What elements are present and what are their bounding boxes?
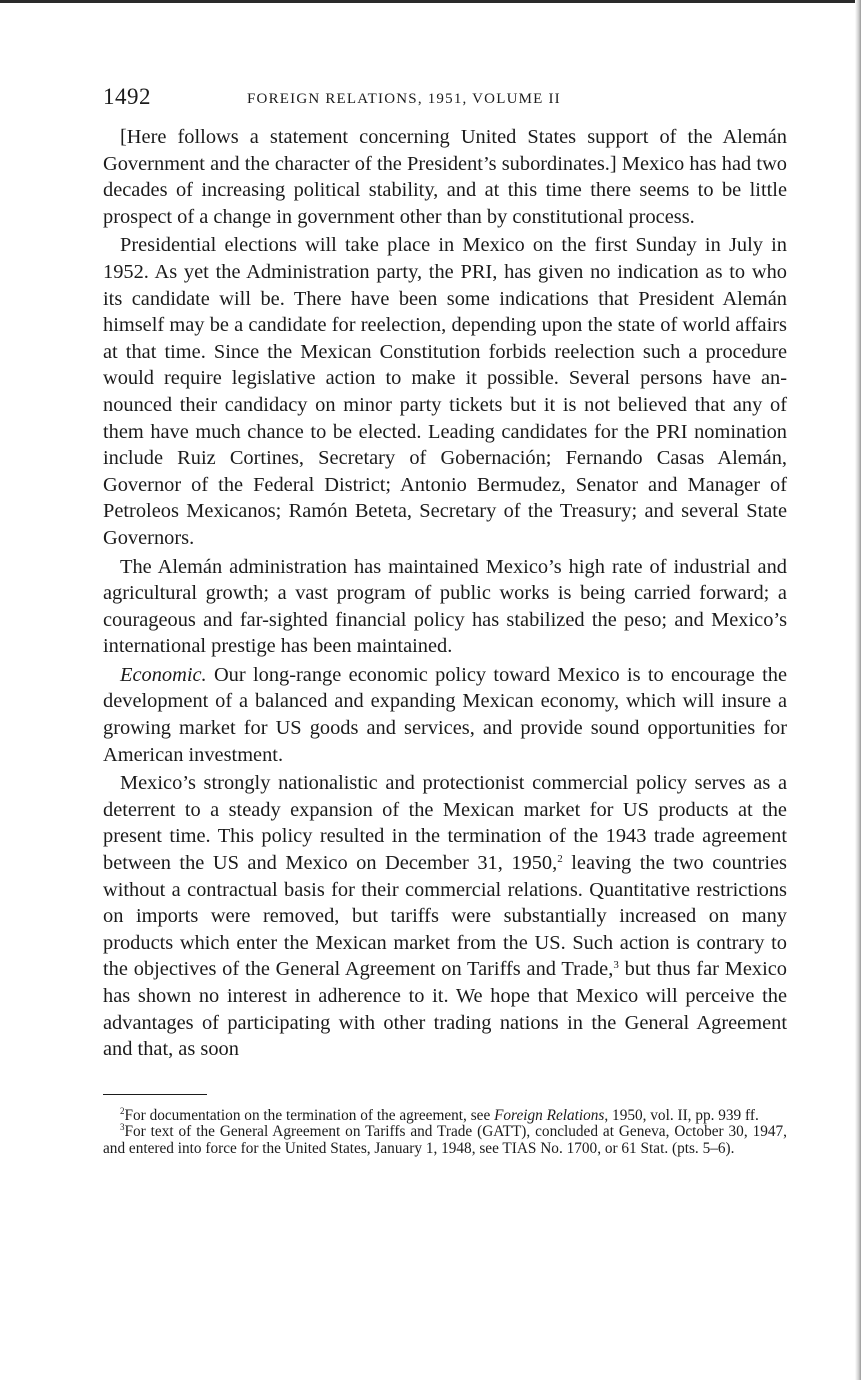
document-page	[103, 84, 787, 1158]
economic-policy-text: Our long-range economic policy toward Mexico is to encourage the development of a balanced and expanding Mexican economy, which will insure a growing market for US goods and services, and provide sound opportunities for American investment.	[103, 663, 787, 766]
footnotes	[103, 1105, 787, 1158]
commercial-policy-text-c: but thus far Mexico has shown no interest in adherence to it. We hope that Mexico will perceive the advantages of participating with other trading nations in the General Agreement and that, as soon	[103, 958, 787, 1061]
running-title: FOREIGN RELATIONS, 1951, VOLUME II	[247, 91, 561, 107]
footnote-3-text: For text of the General Agreement on Tariffs and Trade (GATT), concluded at Geneva, October 30, 1947, and entered into force for the United States, January 1, 1948, see TIAS No. 1700, or 61 Stat. (pts. 5–6).	[103, 1123, 787, 1157]
footnote-2-mark: 2	[120, 1105, 125, 1116]
paragraph-government-support: [Here follows a statement concerning United States support of the Alemán Government and the character of the President’s subordinates.] Mexico has had two decades of increasing political stability, and at this time there seems to be little prospect of a change in government other than by constitutional process.	[103, 126, 787, 228]
footnote-2-italic-title: Foreign Relations	[494, 1106, 605, 1124]
economic-heading: Economic.	[120, 663, 207, 686]
page-number: 1492	[103, 84, 151, 109]
footnote-2	[103, 1105, 787, 1125]
paragraph-aleman-administration: The Alemán administration has maintained Mexico’s high rate of industrial and agricultural growth; a vast program of public works is being carried forward; a courageous and far-sighted financial policy has stabilized the peso; and Mexico’s international prestige has been maintained.	[103, 555, 787, 658]
footnote-ref-3: 3	[613, 959, 619, 972]
paragraph-economic-policy	[103, 662, 787, 768]
footnote-3-mark: 3	[120, 1122, 125, 1133]
paragraph-commercial-policy	[103, 770, 787, 1063]
page-edge-shadow	[855, 0, 861, 1380]
paragraph-presidential-elections: Presidential elections will take place in Mexico on the first Sunday in July in 1952. As yet the Administration party, the PRI, has given no indication as to who its candidate will be. There have been some indications that President Alemán himself may be a candidate for reelection, depending upon the state of world affairs at that time. Since the Mexican Constitution forbids reelection such a procedure would require legislative action to make it possible. Several persons have announced their candidacy on minor party tickets but it is not believed that any of them have much chance to be elected. Leading candidates for the PRI nomination include Ruiz Cortines, Secretary of Gobernación; Fernando Casas Alemán, Governor of the Federal District; Antonio Bermudez, Senator and Manager of Petroleos Mexicanos; Ramón Beteta, Secretary of the Treasury; and several State Governors.	[103, 234, 787, 549]
footnote-3	[103, 1124, 787, 1157]
top-edge-rule	[0, 0, 861, 3]
running-head	[103, 84, 787, 114]
commercial-policy-text-a: Mexico’s strongly nationalistic and protectionist commercial policy serves as a deterrent to a steady expansion of the Mexican market for US products at the present time. This policy resulted in the termination of the 1943 trade agreement between the US and Mexico on December 31, 1950,	[103, 772, 787, 875]
footnote-2-text-b: , 1950, vol. II, pp. 939 ff.	[604, 1106, 759, 1124]
commercial-policy-text-b: leaving the two countries without a contractual basis for their commercial relations. Quantitative restrictions on imports were removed, but tariffs were substantially increased on many products which enter the Mexican market from the US. Such action is contrary to the objectives of the General Agreement on Tariffs and Trade,	[103, 852, 787, 981]
footnote-separator	[103, 1094, 207, 1095]
body-text	[103, 124, 787, 1063]
footnote-ref-2: 2	[557, 853, 563, 866]
footnote-2-text-a: For documentation on the termination of the agreement, see	[124, 1106, 495, 1124]
